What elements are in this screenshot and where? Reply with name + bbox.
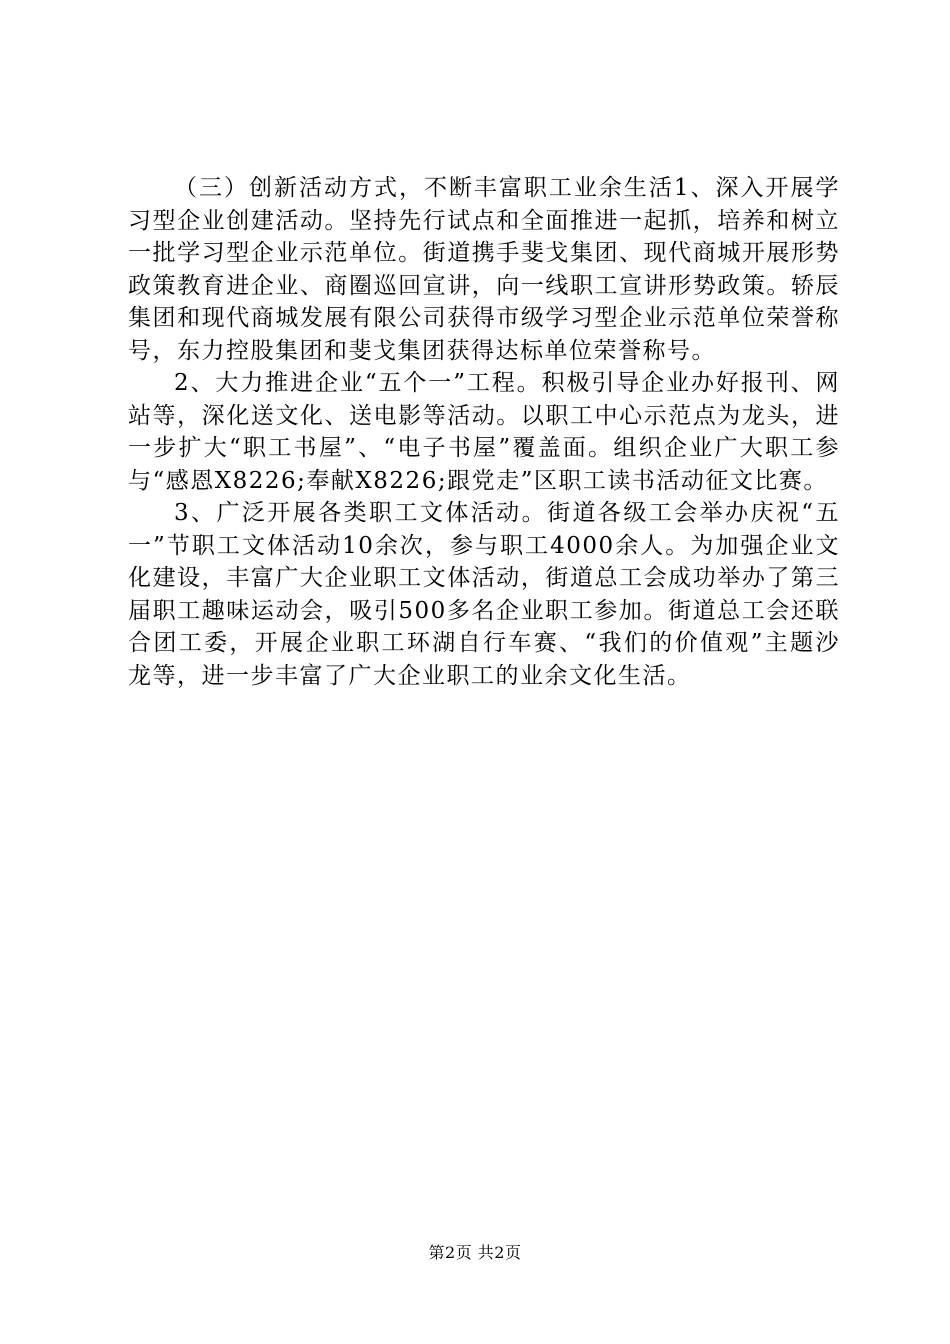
page-number-footer: 第2页 共2页 [428, 1243, 522, 1262]
paragraph-activities-intro: （三）创新活动方式，不断丰富职工业余生活1、深入开展学习型企业创建活动。坚持先行试点和全面推进一起抓，培养和树立一批学习型企业示范单位。街道携手斐戈集团、现代商城开展形势政策教育进企业、商圈巡回宣讲，向一线职工宣讲形势政策。轿辰集团和现代商城发展有限公司获得市级学习型企业示范单位荣誉称号，东力控股集团和斐戈集团获得达标单位荣誉称号。 [128, 175, 840, 364]
paragraph-five-ones-project: 2、大力推进企业“五个一”工程。积极引导企业办好报刊、网站等，深化送文化、送电影等活动。以职工中心示范点为龙头，进一步扩大“职工书屋”、“电子书屋”覆盖面。组织企业广大职工参与“感恩X8226;奉献X8226;跟党走”区职工读书活动征文比赛。 [128, 370, 840, 494]
document-body [128, 172, 840, 692]
paragraph-cultural-sports: 3、广泛开展各类职工文体活动。街道各级工会举办庆祝“五一”节职工文体活动10余次，参与职工4000余人。为加强企业文化建设，丰富广大企业职工文体活动，街道总工会成功举办了第三届职工趣味运动会，吸引500多名企业职工参加。街道总工会还联合团工委，开展企业职工环湖自行车赛、“我们的价值观”主题沙龙等，进一步丰富了广大企业职工的业余文化生活。 [128, 500, 840, 689]
